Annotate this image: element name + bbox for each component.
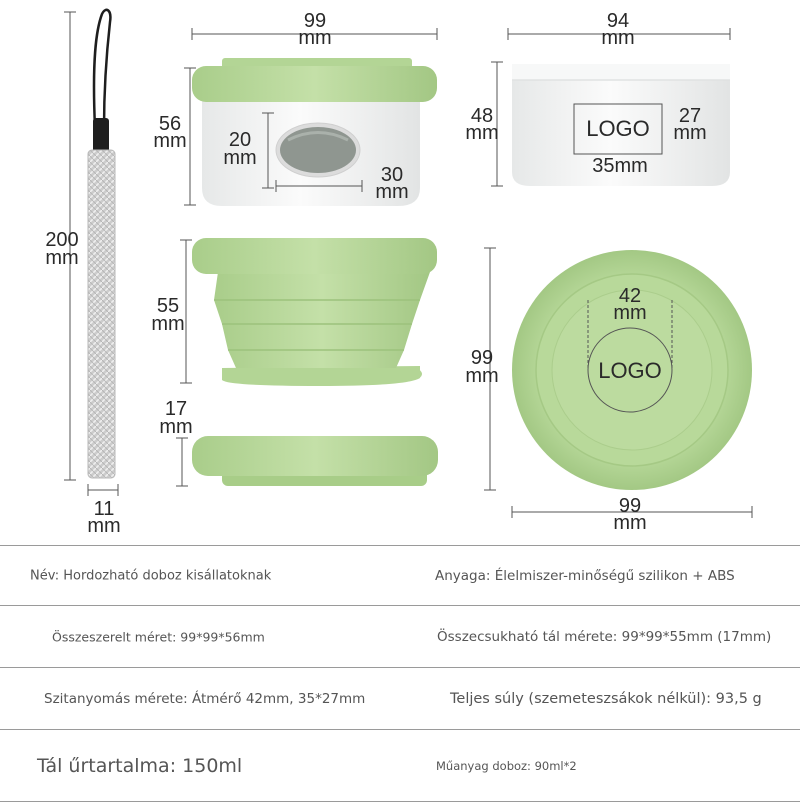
logo-rect-height-value: 27 — [678, 105, 702, 127]
strap-width-unit: mm — [87, 515, 121, 537]
box-width-value: 99 — [303, 10, 327, 32]
spec-table — [0, 545, 800, 800]
cup-height-unit: mm — [465, 122, 499, 144]
window-width-unit: mm — [375, 181, 409, 203]
spec-plastic-box: Műanyag doboz: 90ml*2 — [436, 758, 577, 773]
spec-screen-size: Szitanyomás mérete: Átmérő 42mm, 35*27mm — [44, 691, 366, 707]
box-width-unit: mm — [298, 27, 332, 49]
folded-height-dimension — [176, 438, 188, 486]
box-height-value: 56 — [158, 113, 182, 135]
window-width-value: 30 — [380, 164, 404, 186]
spec-row — [0, 729, 800, 802]
spec-row — [0, 605, 800, 668]
logo-rect-height-unit: mm — [673, 122, 707, 144]
top-height-value: 99 — [470, 347, 494, 369]
bowl-height-unit: mm — [151, 313, 185, 335]
box-height-unit: mm — [153, 130, 187, 152]
cup-width-value: 94 — [606, 10, 630, 32]
lanyard-strap — [88, 10, 115, 478]
strap-length-unit: mm — [45, 247, 79, 269]
window-height-unit: mm — [223, 147, 257, 169]
spec-row — [0, 667, 800, 730]
top-height-unit: mm — [465, 365, 499, 387]
rect-logo-label: LOGO — [586, 116, 650, 141]
strap-width-value: 11 — [93, 498, 115, 520]
spec-name: Név: Hordozható doboz kisállatoknak — [30, 568, 272, 584]
strap-length-value: 200 — [45, 229, 79, 251]
expanded-bowl — [192, 238, 437, 386]
logo-circle-value: 42 — [618, 285, 642, 307]
spec-material: Anyaga: Élelmiszer-minőségű szilikon + ABS — [435, 568, 735, 584]
top-width-unit: mm — [613, 512, 647, 534]
spec-total-weight: Teljes súly (szemeteszsákok nélkül): 93,5 g — [450, 691, 762, 707]
bowl-height-dimension — [180, 240, 192, 383]
spec-bowl-capacity: Tál űrtartalma: 150ml — [37, 754, 243, 777]
folded-height-unit: mm — [159, 416, 193, 438]
cup-height-value: 48 — [470, 105, 494, 127]
logo-circle-unit: mm — [613, 302, 647, 324]
logo-rect-width-value: 35mm — [592, 155, 648, 177]
circle-logo-label: LOGO — [598, 358, 662, 383]
folded-height-value: 17 — [164, 398, 188, 420]
window-height-value: 20 — [228, 129, 252, 151]
spec-assembled-size: Összeszerelt méret: 99*99*56mm — [52, 629, 265, 645]
folded-bowl — [192, 436, 438, 486]
strap-width-dimension — [88, 484, 118, 496]
top-width-value: 99 — [618, 495, 642, 517]
bowl-height-value: 55 — [156, 295, 180, 317]
spec-row — [0, 545, 800, 606]
cup-width-unit: mm — [601, 27, 635, 49]
spec-bowl-size: Összecsukható tál mérete: 99*99*55mm (17mm) — [437, 629, 772, 645]
